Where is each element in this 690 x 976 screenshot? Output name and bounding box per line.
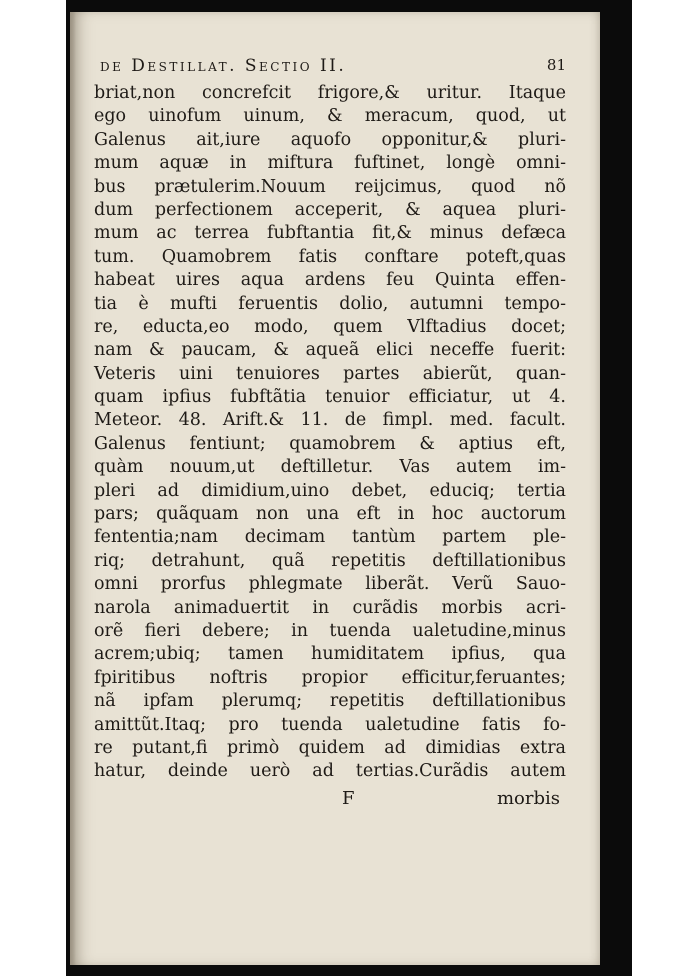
text-line: Galenus ait,iure aquofo opponitur,& pluri- <box>94 129 566 150</box>
text-line: pleri ad dimidium,uino debet, educiq; tertia <box>94 480 566 501</box>
body-text <box>94 82 566 784</box>
text-line: quam ipfius fubftãtia tenuior efficiatur, ut 4. <box>94 387 566 408</box>
signature-mark: F <box>342 787 355 809</box>
text-line: pars; quãquam non una eft in hoc auctorum <box>94 504 566 525</box>
text-line: briat,non concrefcit frigore,& uritur. Itaque <box>94 83 566 103</box>
text-line: Meteor. 48. Arift.& 11. de fimpl. med. facult. <box>94 410 566 431</box>
text-block <box>94 52 566 814</box>
text-line: dum perfectionem acceperit, & aquea pluri- <box>94 199 566 220</box>
text-line: fpiritibus noftris propior efficitur,feruantes; <box>94 667 566 688</box>
text-line: quàm nouum,ut deftilletur. Vas autem im- <box>94 457 566 478</box>
text-line: ego uinofum uinum, & meracum, quod, ut <box>94 106 566 127</box>
page-number: 81 <box>546 56 566 74</box>
text-line: orẽ fieri debere; in tuenda ualetudine,minus <box>94 620 566 641</box>
text-line: acrem;ubiq; tamen humiditatem ipfius, qua <box>94 644 566 665</box>
text-line: amittũt.Itaq; pro tuenda ualetudine fatis fo- <box>94 714 566 735</box>
text-line: omni prorfus phlegmate liberãt. Verũ Sauo- <box>94 574 566 595</box>
text-line: Galenus fentiunt; quamobrem & aptius eft, <box>94 433 566 454</box>
text-line: Veteris uini tenuiores partes abierũt, quan- <box>94 363 566 384</box>
text-line: tum. Quamobrem fatis conftare poteft,quas <box>94 246 566 267</box>
text-line: re, educta,eo modo, quem Vlftadius docet; <box>94 316 566 337</box>
text-line: narola animaduertit in curãdis morbis acri- <box>94 597 566 618</box>
running-head-title: de Destillat. Sectio II. <box>100 56 347 76</box>
text-line: nam & paucam, & aqueã elici neceffe fuerit: <box>94 340 566 361</box>
book-page <box>70 12 600 965</box>
text-line: bus prætulerim.Nouum reijcimus, quod nõ <box>94 176 566 197</box>
text-line: tia è mufti feruentis dolio, autumni tempo- <box>94 293 566 314</box>
text-line: hatur, deinde uerò ad tertias.Curãdis autem <box>94 761 566 782</box>
text-line: riq; detrahunt, quã repetitis deftillationibus <box>94 550 566 571</box>
text-line: mum ac terrea fubftantia fit,& minus defæca <box>94 223 566 244</box>
text-line: fententia;nam decimam tantùm partem ple- <box>94 527 566 548</box>
text-line: mum aquæ in miftura fuftinet, longè omni- <box>94 153 566 174</box>
text-line: re putant,fi primò quidem ad dimidias extra <box>94 737 566 758</box>
text-line: habeat uires aqua ardens feu Quinta effen- <box>94 270 566 291</box>
running-head <box>94 52 566 82</box>
page-footer <box>94 788 566 814</box>
text-line: nã ipfam plerumq; repetitis deftillationibus <box>94 691 566 712</box>
catchword: morbis <box>496 787 560 809</box>
